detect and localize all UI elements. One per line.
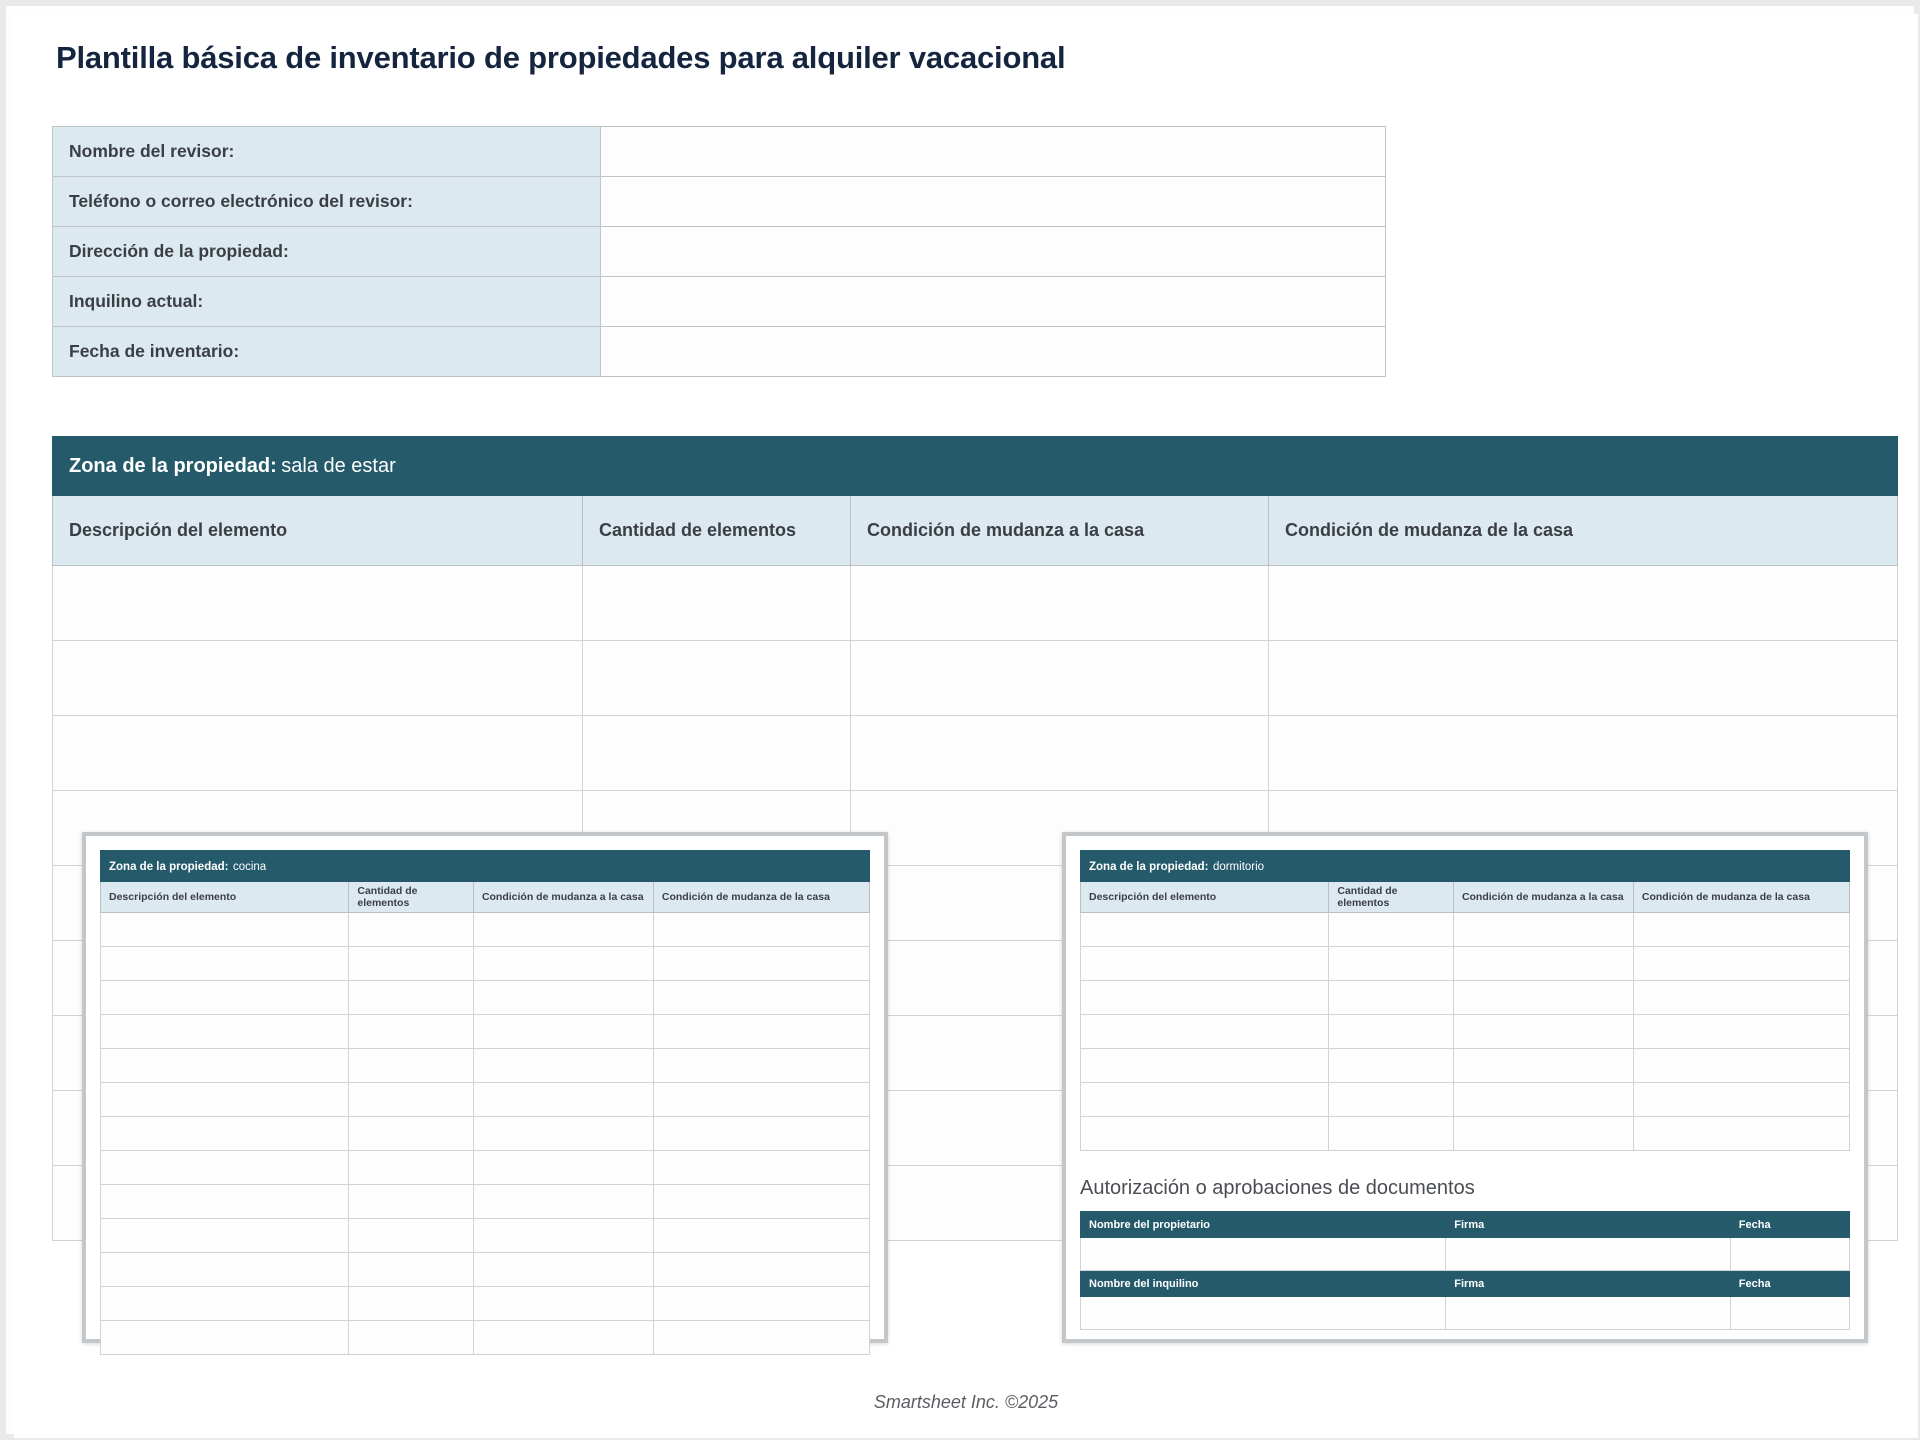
column-header-move-in-condition: Condición de mudanza a la casa (473, 882, 653, 913)
column-header-owner-date: Fecha (1730, 1212, 1849, 1238)
page-title: Plantilla básica de inventario de propiedades para alquiler vacacional (56, 40, 1066, 75)
zone-header-value: dormitorio (1212, 861, 1265, 873)
cell-item-description[interactable] (1081, 1083, 1329, 1117)
cell-item-description[interactable] (101, 1219, 349, 1253)
cell-item-description[interactable] (101, 1321, 349, 1355)
cell-move-in-condition[interactable] (473, 981, 653, 1015)
cell-tenant-signature[interactable] (1446, 1297, 1731, 1330)
cell-item-description[interactable] (101, 1151, 349, 1185)
cell-move-out-condition[interactable] (653, 1083, 869, 1117)
info-label-inventory-date: Fecha de inventario: (53, 327, 601, 377)
authorization-owner-header (1081, 1212, 1850, 1238)
zone-card-kitchen-body (100, 850, 870, 1355)
cell-move-out-condition[interactable] (653, 1151, 869, 1185)
cell-item-description[interactable] (53, 641, 583, 716)
zone-header-label: Zona de la propiedad: (1089, 861, 1209, 873)
table-row (101, 1253, 870, 1287)
cell-item-quantity[interactable] (349, 981, 474, 1015)
table-row (53, 177, 1386, 227)
cell-item-quantity[interactable] (349, 1083, 474, 1117)
cell-item-quantity[interactable] (349, 1287, 474, 1321)
cell-move-out-condition[interactable] (653, 947, 869, 981)
table-row (53, 127, 1386, 177)
cell-move-out-condition[interactable] (1633, 947, 1849, 981)
table-row (1081, 1049, 1850, 1083)
cell-item-description[interactable] (1081, 1049, 1329, 1083)
cell-item-quantity[interactable] (1329, 913, 1454, 947)
zone-header-label: Zona de la propiedad: (109, 861, 229, 873)
cell-move-in-condition[interactable] (1453, 1049, 1633, 1083)
table-row (101, 1287, 870, 1321)
cell-tenant-date[interactable] (1730, 1297, 1849, 1330)
table-row (53, 227, 1386, 277)
column-header-tenant-name: Nombre del inquilino (1081, 1271, 1446, 1297)
info-value-current-tenant[interactable] (601, 277, 1386, 327)
cell-item-description[interactable] (101, 1049, 349, 1083)
zone-card-kitchen (82, 832, 888, 1343)
table-row (53, 716, 1898, 791)
column-header-item-quantity: Cantidad de elementos (349, 882, 474, 913)
cell-move-in-condition[interactable] (473, 1049, 653, 1083)
cell-item-quantity[interactable] (349, 1321, 474, 1355)
column-header-tenant-signature: Firma (1446, 1271, 1731, 1297)
cell-move-in-condition[interactable] (1453, 913, 1633, 947)
cell-move-out-condition[interactable] (1269, 716, 1898, 791)
table-row (53, 277, 1386, 327)
cell-tenant-name[interactable] (1081, 1297, 1446, 1330)
cell-move-in-condition[interactable] (473, 1219, 653, 1253)
table-row (101, 1321, 870, 1355)
zone-table-bedroom (1080, 850, 1850, 1151)
cell-move-out-condition[interactable] (1633, 1049, 1849, 1083)
zone-header-value: cocina (232, 861, 267, 873)
column-header-owner-signature: Firma (1446, 1212, 1731, 1238)
cell-move-out-condition[interactable] (653, 1049, 869, 1083)
cell-move-in-condition[interactable] (473, 1287, 653, 1321)
cell-move-out-condition[interactable] (653, 1219, 869, 1253)
cell-item-quantity[interactable] (349, 1151, 474, 1185)
cell-item-quantity[interactable] (1329, 981, 1454, 1015)
cell-move-in-condition[interactable] (1453, 947, 1633, 981)
cell-move-out-condition[interactable] (1633, 1083, 1849, 1117)
zone-column-headers (101, 882, 870, 913)
cell-move-in-condition[interactable] (473, 1253, 653, 1287)
table-row (1081, 1083, 1850, 1117)
cell-item-description[interactable] (53, 566, 583, 641)
table-row (1081, 981, 1850, 1015)
info-label-property-address: Dirección de la propiedad: (53, 227, 601, 277)
column-header-item-quantity: Cantidad de elementos (583, 496, 851, 566)
cell-item-description[interactable] (101, 1253, 349, 1287)
cell-move-in-condition[interactable] (473, 1151, 653, 1185)
cell-item-quantity[interactable] (349, 1015, 474, 1049)
zone-card-bedroom (1062, 832, 1868, 1343)
cell-move-in-condition[interactable] (473, 1117, 653, 1151)
column-header-item-description: Descripción del elemento (1081, 882, 1329, 913)
cell-move-out-condition[interactable] (653, 981, 869, 1015)
info-value-reviewer-contact[interactable] (601, 177, 1386, 227)
table-row (101, 1151, 870, 1185)
cell-item-quantity[interactable] (349, 1253, 474, 1287)
cell-item-quantity[interactable] (349, 947, 474, 981)
cell-move-out-condition[interactable] (653, 1253, 869, 1287)
cell-item-quantity[interactable] (349, 1219, 474, 1253)
cell-item-quantity[interactable] (349, 1117, 474, 1151)
authorization-tenant-header (1081, 1271, 1850, 1297)
table-row (53, 641, 1898, 716)
info-label-reviewer-name: Nombre del revisor: (53, 127, 601, 177)
cell-move-out-condition[interactable] (653, 1117, 869, 1151)
table-row (101, 947, 870, 981)
cell-move-in-condition[interactable] (1453, 1117, 1633, 1151)
authorization-title: Autorización o aprobaciones de documentos (1080, 1177, 1475, 1199)
cell-item-description[interactable] (101, 1287, 349, 1321)
table-row (101, 1049, 870, 1083)
zone-header-cell (53, 437, 1898, 496)
table-row (1081, 1297, 1850, 1330)
cell-move-out-condition[interactable] (1269, 641, 1898, 716)
cell-item-quantity[interactable] (1329, 1015, 1454, 1049)
cell-move-out-condition[interactable] (1633, 913, 1849, 947)
cell-move-in-condition[interactable] (473, 913, 653, 947)
cell-move-in-condition[interactable] (473, 1083, 653, 1117)
cell-move-out-condition[interactable] (1633, 1015, 1849, 1049)
table-row (101, 1219, 870, 1253)
cell-item-description[interactable] (101, 1015, 349, 1049)
info-value-reviewer-name[interactable] (601, 127, 1386, 177)
cell-item-quantity[interactable] (349, 913, 474, 947)
document-canvas (14, 14, 1918, 1438)
table-row (101, 1083, 870, 1117)
column-header-move-in-condition: Condición de mudanza a la casa (1453, 882, 1633, 913)
info-value-property-address[interactable] (601, 227, 1386, 277)
column-header-item-description: Descripción del elemento (53, 496, 583, 566)
cell-move-in-condition[interactable] (473, 1321, 653, 1355)
cell-item-description[interactable] (1081, 1117, 1329, 1151)
cell-move-in-condition[interactable] (473, 1185, 653, 1219)
cell-move-in-condition[interactable] (851, 641, 1269, 716)
table-row (101, 981, 870, 1015)
cell-item-description[interactable] (101, 913, 349, 947)
cell-move-in-condition[interactable] (473, 1015, 653, 1049)
column-header-move-in-condition: Condición de mudanza a la casa (851, 496, 1269, 566)
info-value-inventory-date[interactable] (601, 327, 1386, 377)
table-row (53, 327, 1386, 377)
cell-move-in-condition[interactable] (1453, 1015, 1633, 1049)
zone-column-headers (53, 496, 1898, 566)
column-header-move-out-condition: Condición de mudanza de la casa (1269, 496, 1898, 566)
cell-item-quantity[interactable] (1329, 947, 1454, 981)
zone-header-kitchen (101, 851, 870, 882)
zone-header-label: Zona de la propiedad: (69, 454, 277, 477)
zone-header-cell (101, 851, 870, 882)
column-header-owner-name: Nombre del propietario (1081, 1212, 1446, 1238)
zone-header-value: sala de estar (281, 454, 396, 477)
cell-move-out-condition[interactable] (653, 1185, 869, 1219)
cell-item-description[interactable] (1081, 1015, 1329, 1049)
cell-item-description[interactable] (53, 716, 583, 791)
cell-item-quantity[interactable] (583, 716, 851, 791)
table-row (53, 566, 1898, 641)
cell-item-quantity[interactable] (1329, 1049, 1454, 1083)
table-row (1081, 1238, 1850, 1271)
cell-item-quantity[interactable] (583, 566, 851, 641)
cell-move-in-condition[interactable] (851, 716, 1269, 791)
cell-owner-date[interactable] (1730, 1238, 1849, 1271)
cell-move-out-condition[interactable] (1269, 566, 1898, 641)
cell-item-quantity[interactable] (1329, 1083, 1454, 1117)
cell-item-description[interactable] (101, 981, 349, 1015)
zone-column-headers (1081, 882, 1850, 913)
cell-item-quantity[interactable] (1329, 1117, 1454, 1151)
zone-header-cell (1081, 851, 1850, 882)
table-row (101, 913, 870, 947)
info-label-current-tenant: Inquilino actual: (53, 277, 601, 327)
cell-move-out-condition[interactable] (653, 913, 869, 947)
cell-move-out-condition[interactable] (653, 1287, 869, 1321)
cell-item-description[interactable] (101, 1083, 349, 1117)
table-row (1081, 913, 1850, 947)
zone-card-bedroom-body (1080, 850, 1850, 1330)
cell-move-out-condition[interactable] (1633, 981, 1849, 1015)
property-info-table (52, 126, 1386, 377)
cell-move-out-condition[interactable] (1633, 1117, 1849, 1151)
cell-move-out-condition[interactable] (653, 1321, 869, 1355)
column-header-tenant-date: Fecha (1730, 1271, 1849, 1297)
cell-item-description[interactable] (1081, 913, 1329, 947)
cell-item-description[interactable] (1081, 981, 1329, 1015)
cell-move-out-condition[interactable] (653, 1015, 869, 1049)
column-header-move-out-condition: Condición de mudanza de la casa (653, 882, 869, 913)
table-row (101, 1015, 870, 1049)
table-row (1081, 1015, 1850, 1049)
cell-item-quantity[interactable] (583, 641, 851, 716)
cell-item-quantity[interactable] (349, 1185, 474, 1219)
info-label-reviewer-contact: Teléfono o correo electrónico del revisor: (53, 177, 601, 227)
table-row (1081, 947, 1850, 981)
table-row (101, 1185, 870, 1219)
zone-table-kitchen (100, 850, 870, 1355)
cell-move-in-condition[interactable] (851, 566, 1269, 641)
cell-item-description[interactable] (101, 1185, 349, 1219)
cell-item-description[interactable] (1081, 947, 1329, 981)
table-row (101, 1117, 870, 1151)
cell-item-description[interactable] (101, 1117, 349, 1151)
column-header-move-out-condition: Condición de mudanza de la casa (1633, 882, 1849, 913)
table-row (1081, 1117, 1850, 1151)
authorization-table (1080, 1211, 1850, 1330)
column-header-item-description: Descripción del elemento (101, 882, 349, 913)
cell-move-in-condition[interactable] (473, 947, 653, 981)
cell-owner-signature[interactable] (1446, 1238, 1731, 1271)
column-header-item-quantity: Cantidad de elementos (1329, 882, 1454, 913)
cell-move-in-condition[interactable] (1453, 1083, 1633, 1117)
footer-copyright: Smartsheet Inc. ©2025 (873, 1392, 1059, 1412)
cell-move-in-condition[interactable] (1453, 981, 1633, 1015)
zone-header-living-room (53, 437, 1898, 496)
cell-item-description[interactable] (101, 947, 349, 981)
zone-header-bedroom (1081, 851, 1850, 882)
cell-item-quantity[interactable] (349, 1049, 474, 1083)
cell-owner-name[interactable] (1081, 1238, 1446, 1271)
authorization-heading-wrap (1080, 1177, 1850, 1207)
